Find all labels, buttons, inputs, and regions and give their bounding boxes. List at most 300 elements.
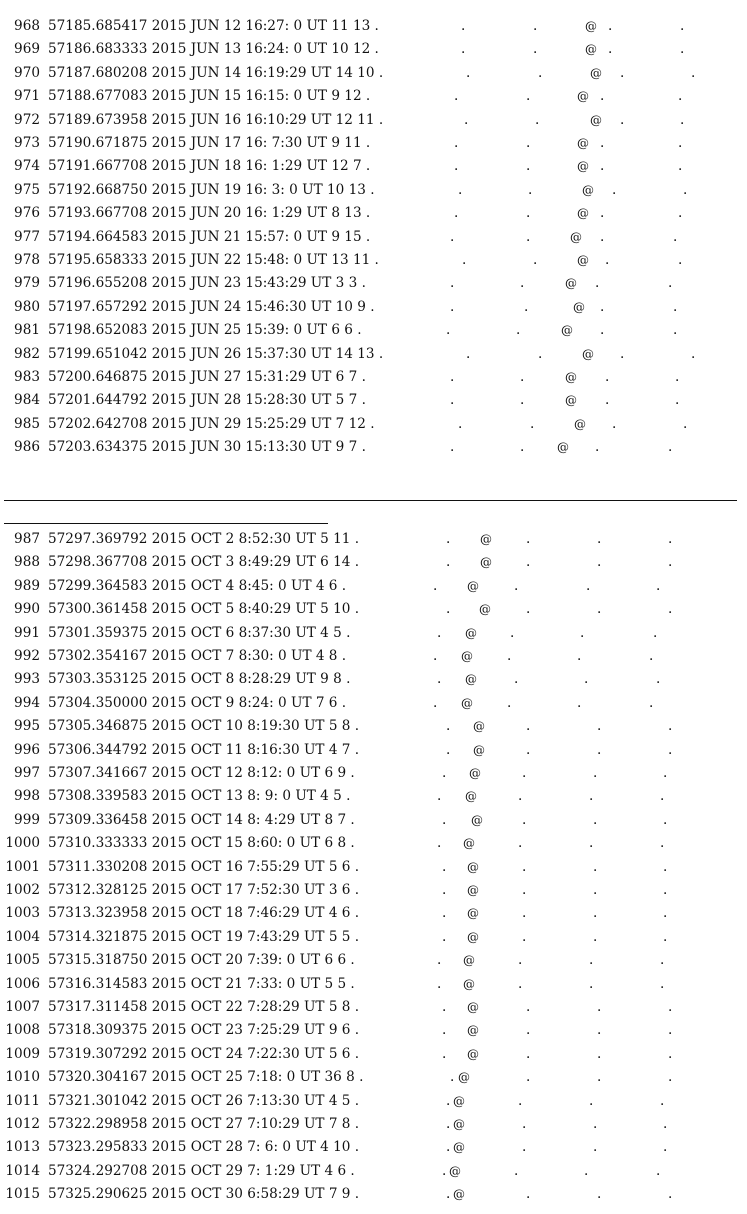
row-index: 980 (14, 298, 40, 315)
log-row (0, 413, 747, 436)
row-index: 998 (14, 788, 40, 805)
row-index: 997 (14, 765, 40, 781)
dot-marker: . (593, 858, 598, 875)
dot-marker: . (437, 835, 442, 852)
row-index: 982 (14, 345, 40, 362)
dot-marker: . (605, 392, 610, 409)
row-record: 57202.642708 2015 JUN 29 15:25:29 UT 7 12 . (48, 415, 375, 432)
dot-marker: . (522, 1139, 527, 1156)
dot-marker: . (526, 1045, 531, 1062)
dot-marker: . (593, 765, 598, 781)
row-index: 968 (14, 18, 40, 34)
log-row (0, 1043, 747, 1066)
log-row (0, 926, 747, 949)
log-row (0, 528, 747, 551)
dot-marker: . (466, 64, 471, 81)
row-record: 57192.668750 2015 JUN 19 16: 3: 0 UT 10 13 . (48, 181, 375, 198)
row-index: 1005 (5, 952, 40, 969)
dot-marker: . (526, 205, 531, 222)
dot-marker: . (533, 18, 538, 34)
row-index: 1001 (5, 858, 40, 875)
dot-marker: . (526, 601, 531, 618)
dot-marker: . (528, 181, 533, 198)
dot-marker: . (446, 1186, 451, 1203)
row-record: 57307.341667 2015 OCT 12 8:12: 0 UT 6 9 . (48, 765, 355, 781)
dot-marker: . (526, 88, 531, 105)
dot-marker: . (518, 788, 523, 805)
at-marker: @ (577, 206, 589, 221)
dot-marker: . (514, 671, 519, 688)
dot-marker: . (577, 648, 582, 664)
log-row (0, 973, 747, 996)
log-row (0, 38, 747, 61)
log-row (0, 85, 747, 108)
dot-marker: . (437, 671, 442, 688)
row-index: 975 (14, 181, 40, 198)
dot-marker: . (533, 252, 538, 268)
dot-marker: . (466, 345, 471, 362)
dot-marker: . (526, 158, 531, 175)
row-record: 57193.667708 2015 JUN 20 16: 1:29 UT 8 13 . (48, 205, 371, 222)
dot-marker: . (660, 975, 665, 992)
dot-marker: . (597, 718, 602, 735)
row-index: 990 (14, 601, 40, 618)
row-record: 57196.655208 2015 JUN 23 15:43:29 UT 3 3 . (48, 275, 366, 292)
row-record: 57322.298958 2015 OCT 27 7:10:29 UT 7 8 . (48, 1116, 360, 1132)
dot-marker: . (597, 1186, 602, 1203)
log-row (0, 1136, 747, 1159)
dot-marker: . (442, 905, 447, 922)
dot-marker: . (653, 624, 658, 641)
dot-marker: . (678, 135, 683, 151)
dot-marker: . (589, 788, 594, 805)
dot-marker: . (600, 158, 605, 175)
row-record: 57315.318750 2015 OCT 20 7:39: 0 UT 6 6 . (48, 952, 355, 969)
dot-marker: . (673, 298, 678, 315)
dot-marker: . (663, 905, 668, 922)
at-marker: @ (467, 1000, 479, 1014)
dot-marker: . (514, 1162, 519, 1179)
row-record: 57320.304167 2015 OCT 25 7:18: 0 UT 36 8 . (48, 1069, 364, 1086)
dot-marker: . (522, 811, 527, 828)
dot-marker: . (450, 298, 455, 315)
dot-marker: . (597, 1069, 602, 1086)
log-row (0, 949, 747, 972)
dot-marker: . (600, 228, 605, 245)
dot-marker: . (446, 554, 451, 571)
row-record: 57297.369792 2015 OCT 2 8:52:30 UT 5 11 . (48, 531, 360, 547)
dot-marker: . (656, 671, 661, 688)
log-row (0, 155, 747, 178)
dot-marker: . (620, 64, 625, 81)
row-index: 986 (14, 439, 40, 456)
row-record: 57312.328125 2015 OCT 17 7:52:30 UT 3 6 . (48, 882, 360, 898)
row-record: 57319.307292 2015 OCT 24 7:22:30 UT 5 6 . (48, 1045, 360, 1062)
row-record: 57198.652083 2015 JUN 25 15:39: 0 UT 6 6 . (48, 322, 362, 339)
dot-marker: . (668, 531, 673, 547)
log-row (0, 996, 747, 1019)
dot-marker: . (446, 322, 451, 339)
row-record: 57318.309375 2015 OCT 23 7:25:29 UT 9 6 . (48, 1022, 360, 1039)
at-marker: @ (480, 555, 492, 570)
dot-marker: . (442, 928, 447, 945)
section-divider (4, 500, 737, 501)
log-row (0, 109, 747, 132)
row-index: 979 (14, 275, 40, 292)
dot-marker: . (597, 554, 602, 571)
dot-marker: . (446, 1116, 451, 1132)
at-marker: @ (557, 440, 569, 455)
row-record: 57298.367708 2015 OCT 3 8:49:29 UT 6 14 . (48, 554, 360, 571)
dot-marker: . (605, 252, 610, 268)
log-row (0, 15, 747, 38)
row-record: 57200.646875 2015 JUN 27 15:31:29 UT 6 7 . (48, 369, 366, 385)
row-index: 991 (14, 624, 40, 641)
dot-marker: . (524, 298, 529, 315)
row-index: 994 (14, 694, 40, 711)
at-marker: @ (463, 953, 475, 968)
dot-marker: . (538, 64, 543, 81)
at-marker: @ (585, 19, 597, 33)
row-record: 57309.336458 2015 OCT 14 8: 4:29 UT 8 7 . (48, 811, 355, 828)
dot-marker: . (526, 228, 531, 245)
dot-marker: . (663, 928, 668, 945)
row-index: 972 (14, 111, 40, 128)
dot-marker: . (668, 601, 673, 618)
row-record: 57299.364583 2015 OCT 4 8:45: 0 UT 4 6 . (48, 577, 347, 594)
dot-marker: . (649, 648, 654, 664)
row-index: 981 (14, 322, 40, 339)
dot-marker: . (593, 905, 598, 922)
dot-marker: . (454, 135, 459, 151)
dot-marker: . (675, 369, 680, 385)
log-row (0, 226, 747, 249)
dot-marker: . (518, 975, 523, 992)
log-row (0, 389, 747, 412)
log-row (0, 645, 747, 668)
log-row (0, 622, 747, 645)
dot-marker: . (442, 1022, 447, 1039)
at-marker: @ (453, 1093, 465, 1108)
dot-marker: . (522, 765, 527, 781)
row-record: 57305.346875 2015 OCT 10 8:19:30 UT 5 8 . (48, 718, 360, 735)
dot-marker: . (446, 718, 451, 735)
log-row (0, 179, 747, 202)
row-index: 985 (14, 415, 40, 432)
row-record: 57185.685417 2015 JUN 12 16:27: 0 UT 11 13 . (48, 18, 379, 34)
dot-marker: . (680, 111, 685, 128)
row-index: 974 (14, 158, 40, 175)
row-index: 1009 (5, 1045, 40, 1062)
row-index: 1014 (5, 1162, 40, 1179)
dot-marker: . (442, 1162, 447, 1179)
dot-marker: . (446, 531, 451, 547)
dot-marker: . (678, 205, 683, 222)
dot-marker: . (620, 111, 625, 128)
row-index: 1013 (5, 1139, 40, 1156)
dot-marker: . (522, 882, 527, 898)
row-index: 984 (14, 392, 40, 409)
row-record: 57191.667708 2015 JUN 18 16: 1:29 UT 12 7 . (48, 158, 371, 175)
at-marker: @ (461, 649, 473, 663)
dot-marker: . (649, 694, 654, 711)
dot-marker: . (437, 624, 442, 641)
dot-marker: . (663, 882, 668, 898)
dot-marker: . (691, 64, 696, 81)
row-record: 57188.677083 2015 JUN 15 16:15: 0 UT 9 12 . (48, 88, 371, 105)
row-index: 971 (14, 88, 40, 105)
at-marker: @ (577, 89, 589, 104)
row-record: 57302.354167 2015 OCT 7 8:30: 0 UT 4 8 . (48, 648, 347, 664)
dot-marker: . (600, 135, 605, 151)
log-row (0, 785, 747, 808)
dot-marker: . (673, 322, 678, 339)
log-row (0, 551, 747, 574)
at-marker: @ (465, 789, 477, 804)
row-index: 988 (14, 554, 40, 571)
row-record: 57300.361458 2015 OCT 5 8:40:29 UT 5 10 . (48, 601, 360, 618)
dot-marker: . (678, 252, 683, 268)
row-index: 989 (14, 577, 40, 594)
row-record: 57311.330208 2015 OCT 16 7:55:29 UT 5 6 . (48, 858, 360, 875)
row-record: 57189.673958 2015 JUN 16 16:10:29 UT 12 11 . (48, 111, 384, 128)
at-marker: @ (467, 906, 479, 921)
row-index: 993 (14, 671, 40, 688)
dot-marker: . (656, 577, 661, 594)
row-index: 1003 (5, 905, 40, 922)
dot-marker: . (683, 415, 688, 432)
dot-marker: . (450, 1069, 455, 1086)
dot-marker: . (526, 531, 531, 547)
dot-marker: . (526, 999, 531, 1015)
dot-marker: . (593, 1116, 598, 1132)
dot-marker: . (450, 392, 455, 409)
at-marker: @ (561, 323, 573, 338)
dot-marker: . (446, 741, 451, 758)
dot-marker: . (597, 601, 602, 618)
row-record: 57306.344792 2015 OCT 11 8:16:30 UT 4 7 . (48, 741, 360, 758)
dot-marker: . (442, 1045, 447, 1062)
at-marker: @ (582, 182, 594, 197)
at-marker: @ (565, 393, 577, 408)
log-row (0, 809, 747, 832)
dot-marker: . (450, 369, 455, 385)
row-index: 970 (14, 64, 40, 81)
at-marker: @ (461, 695, 473, 710)
dot-marker: . (668, 999, 673, 1015)
dot-marker: . (526, 718, 531, 735)
log-row (0, 832, 747, 855)
row-index: 977 (14, 228, 40, 245)
dot-marker: . (600, 322, 605, 339)
dot-marker: . (454, 158, 459, 175)
dot-marker: . (433, 694, 438, 711)
log-row (0, 856, 747, 879)
row-index: 1000 (5, 835, 40, 852)
dot-marker: . (458, 181, 463, 198)
dot-marker: . (656, 1162, 661, 1179)
dot-marker: . (593, 811, 598, 828)
dot-marker: . (584, 671, 589, 688)
dot-marker: . (593, 928, 598, 945)
dot-marker: . (507, 694, 512, 711)
log-row (0, 1019, 747, 1042)
row-record: 57313.323958 2015 OCT 18 7:46:29 UT 4 6 . (48, 905, 360, 922)
log-row (0, 319, 747, 342)
dot-marker: . (663, 1139, 668, 1156)
dot-marker: . (526, 1022, 531, 1039)
dot-marker: . (518, 952, 523, 969)
at-marker: @ (570, 229, 582, 244)
dot-marker: . (680, 41, 685, 58)
dot-marker: . (597, 1022, 602, 1039)
row-index: 1011 (5, 1092, 40, 1109)
at-marker: @ (467, 1046, 479, 1061)
dot-marker: . (433, 648, 438, 664)
dot-marker: . (678, 158, 683, 175)
dot-marker: . (522, 1116, 527, 1132)
dot-marker: . (660, 952, 665, 969)
row-index: 973 (14, 135, 40, 151)
at-marker: @ (467, 883, 479, 897)
dot-marker: . (668, 1069, 673, 1086)
dot-marker: . (589, 1092, 594, 1109)
at-marker: @ (577, 159, 589, 174)
dot-marker: . (450, 228, 455, 245)
row-record: 57304.350000 2015 OCT 9 8:24: 0 UT 7 6 . (48, 694, 347, 711)
row-index: 1012 (5, 1116, 40, 1132)
row-record: 57308.339583 2015 OCT 13 8: 9: 0 UT 4 5 . (48, 788, 351, 805)
dot-marker: . (673, 228, 678, 245)
at-marker: @ (577, 136, 589, 150)
dot-marker: . (454, 88, 459, 105)
at-marker: @ (453, 1140, 465, 1155)
dot-marker: . (454, 205, 459, 222)
dot-marker: . (600, 88, 605, 105)
dot-marker: . (589, 835, 594, 852)
dot-marker: . (461, 41, 466, 58)
at-marker: @ (467, 859, 479, 874)
row-record: 57317.311458 2015 OCT 22 7:28:29 UT 5 8 . (48, 999, 360, 1015)
log-row (0, 715, 747, 738)
row-record: 57314.321875 2015 OCT 19 7:43:29 UT 5 5 . (48, 928, 360, 945)
dot-marker: . (520, 275, 525, 292)
at-marker: @ (590, 112, 602, 127)
at-marker: @ (574, 416, 586, 431)
dot-marker: . (530, 415, 535, 432)
dot-marker: . (462, 252, 467, 268)
dot-marker: . (691, 345, 696, 362)
dot-marker: . (522, 905, 527, 922)
row-index: 983 (14, 369, 40, 385)
dot-marker: . (520, 439, 525, 456)
log-row (0, 668, 747, 691)
row-index: 1010 (5, 1069, 40, 1086)
dot-marker: . (446, 601, 451, 618)
log-row (0, 762, 747, 785)
at-marker: @ (458, 1070, 470, 1085)
dot-marker: . (461, 18, 466, 34)
log-row (0, 739, 747, 762)
at-marker: @ (463, 836, 475, 851)
row-record: 57199.651042 2015 JUN 26 15:37:30 UT 14 13 . (48, 345, 384, 362)
row-record: 57303.353125 2015 OCT 8 8:28:29 UT 9 8 . (48, 671, 351, 688)
dot-marker: . (442, 858, 447, 875)
row-index: 1015 (5, 1186, 40, 1203)
dot-marker: . (580, 624, 585, 641)
dot-marker: . (683, 181, 688, 198)
row-index: 996 (14, 741, 40, 758)
dot-marker: . (442, 999, 447, 1015)
dot-marker: . (620, 345, 625, 362)
at-marker: @ (463, 976, 475, 991)
dot-marker: . (437, 975, 442, 992)
log-row (0, 692, 747, 715)
footnote-rule (4, 523, 328, 524)
dot-marker: . (600, 298, 605, 315)
dot-marker: . (458, 415, 463, 432)
dot-marker: . (518, 1092, 523, 1109)
dot-marker: . (608, 18, 613, 34)
dot-marker: . (446, 1092, 451, 1109)
dot-marker: . (593, 1139, 598, 1156)
log-row (0, 436, 747, 459)
row-index: 999 (14, 811, 40, 828)
dot-marker: . (526, 1186, 531, 1203)
dot-marker: . (514, 577, 519, 594)
dot-marker: . (595, 275, 600, 292)
row-record: 57325.290625 2015 OCT 30 6:58:29 UT 7 9 . (48, 1186, 360, 1203)
dot-marker: . (522, 858, 527, 875)
dot-marker: . (516, 322, 521, 339)
dot-marker: . (608, 41, 613, 58)
log-row (0, 202, 747, 225)
dot-marker: . (526, 741, 531, 758)
log-row (0, 879, 747, 902)
dot-marker: . (663, 1116, 668, 1132)
dot-marker: . (437, 788, 442, 805)
dot-marker: . (464, 111, 469, 128)
log-row (0, 575, 747, 598)
dot-marker: . (589, 975, 594, 992)
row-index: 969 (14, 41, 40, 58)
at-marker: @ (565, 370, 577, 384)
row-record: 57187.680208 2015 JUN 14 16:19:29 UT 14 10 . (48, 64, 384, 81)
log-row (0, 1113, 747, 1136)
dot-marker: . (522, 928, 527, 945)
row-record: 57310.333333 2015 OCT 15 8:60: 0 UT 6 8 . (48, 835, 355, 852)
dot-marker: . (450, 275, 455, 292)
log-row (0, 366, 747, 389)
at-marker: @ (565, 276, 577, 291)
log-row (0, 1066, 747, 1089)
dot-marker: . (584, 1162, 589, 1179)
dot-marker: . (668, 1022, 673, 1039)
dot-marker: . (597, 531, 602, 547)
row-index: 978 (14, 252, 40, 268)
row-record: 57324.292708 2015 OCT 29 7: 1:29 UT 4 6 . (48, 1162, 355, 1179)
dot-marker: . (593, 882, 598, 898)
at-marker: @ (471, 812, 483, 827)
dot-marker: . (526, 1069, 531, 1086)
at-marker: @ (467, 578, 479, 593)
dot-marker: . (668, 554, 673, 571)
dot-marker: . (663, 765, 668, 781)
log-row (0, 62, 747, 85)
row-record: 57316.314583 2015 OCT 21 7:33: 0 UT 5 5 . (48, 975, 355, 992)
at-marker: @ (577, 253, 589, 267)
row-record: 57186.683333 2015 JUN 13 16:24: 0 UT 10 12 . (48, 41, 379, 58)
